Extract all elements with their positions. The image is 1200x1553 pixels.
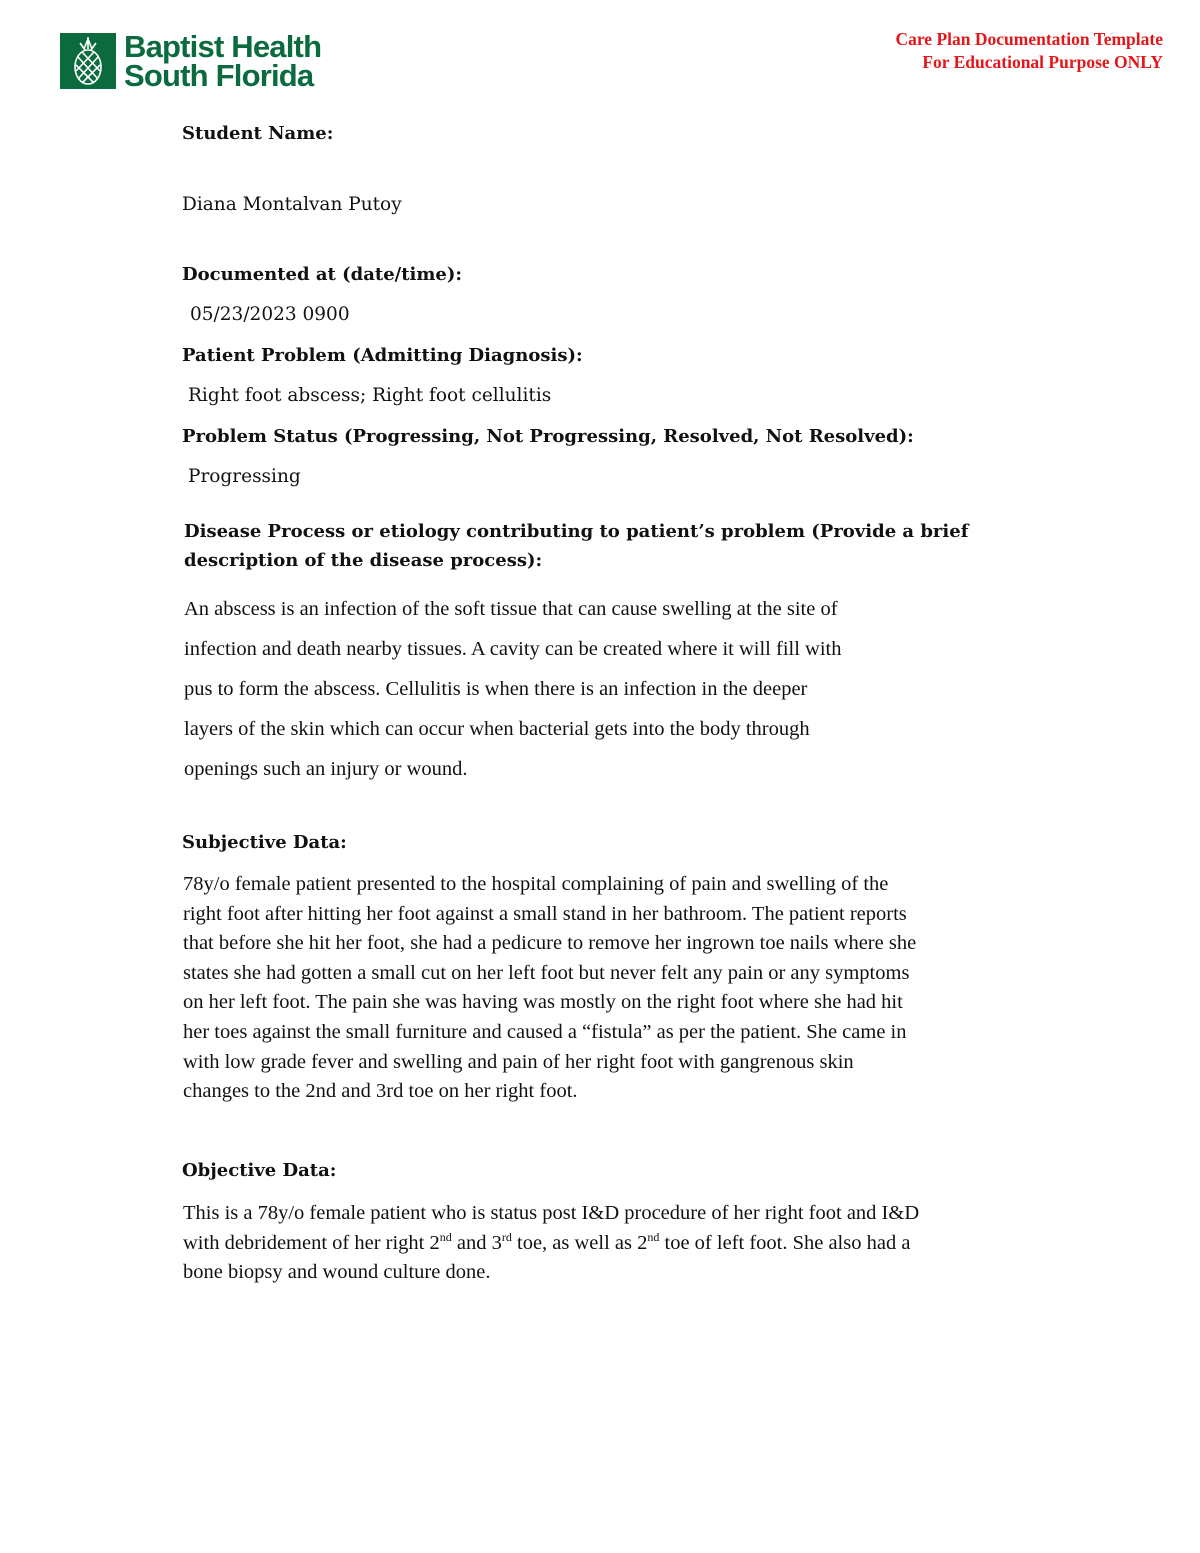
objective-text-run: toe, as well as 2 xyxy=(511,1231,648,1254)
notice-line-2: For Educational Purpose ONLY xyxy=(922,52,1163,72)
disease-process-label-line-2: description of the disease process): xyxy=(184,550,543,571)
disease-process-label xyxy=(184,512,968,581)
logo-line-2: South Florida xyxy=(124,58,314,93)
disease-process-label-line-1: Disease Process or etiology contributing to patient’s problem (Provide a brief xyxy=(184,521,969,542)
problem-status-label: Problem Status (Progressing, Not Progressing, Resolved, Not Resolved): xyxy=(182,426,914,447)
objective-text xyxy=(183,1199,919,1288)
superscript: nd xyxy=(439,1229,452,1244)
notice-line-1: Care Plan Documentation Template xyxy=(895,29,1163,49)
subjective-line: 78y/o female patient presented to the hospital complaining of pain and swelling of the xyxy=(183,873,889,895)
subjective-line: that before she hit her foot, she had a pedicure to remove her ingrown toe nails where she xyxy=(183,932,917,955)
patient-problem-value: Right foot abscess; Right foot cellulitis xyxy=(188,385,552,406)
objective-line-3: bone biopsy and wound culture done. xyxy=(183,1261,491,1284)
logo-line-1: Baptist Health xyxy=(124,29,322,64)
superscript: nd xyxy=(647,1229,660,1244)
student-name-value: Diana Montalvan Putoy xyxy=(182,194,402,215)
documented-label: Documented at (date/time): xyxy=(182,264,463,285)
subjective-line: her toes against the small furniture and caused a “fistula” as per the patient. She came in xyxy=(183,1020,907,1043)
objective-text-run: toe of left foot. She also had a xyxy=(659,1231,911,1254)
subjective-text xyxy=(183,870,916,1107)
problem-status-value: Progressing xyxy=(188,466,301,487)
template-notice xyxy=(895,28,1163,74)
documented-value: 05/23/2023 0900 xyxy=(190,304,350,325)
disease-process-line: openings such an injury or wound. xyxy=(184,758,468,780)
objective-line-2 xyxy=(183,1229,919,1259)
objective-label: Objective Data: xyxy=(182,1160,337,1181)
subjective-line: states she had gotten a small cut on her left foot but never felt any pain or any symptoms xyxy=(183,961,910,984)
subjective-line: right foot after hitting her foot against a small stand in her bathroom. The patient reports xyxy=(183,902,907,925)
disease-process-line: An abscess is an infection of the soft tissue that can cause swelling at the site of xyxy=(184,598,838,620)
logo xyxy=(60,29,322,93)
subjective-line: changes to the 2nd and 3rd toe on her right foot. xyxy=(183,1080,578,1103)
subjective-line: with low grade fever and swelling and pain of her right foot with gangrenous skin xyxy=(183,1050,854,1073)
pineapple-icon xyxy=(60,33,116,89)
logo-wordmark xyxy=(124,29,322,93)
objective-text-run: with debridement of her right 2 xyxy=(183,1231,440,1254)
subjective-line: on her left foot. The pain she was having was mostly on the right foot where she had hit xyxy=(183,991,903,1014)
student-name-label: Student Name: xyxy=(182,123,334,144)
disease-process-line: infection and death nearby tissues. A cavity can be created where it will fill with xyxy=(184,638,842,660)
disease-process-line: layers of the skin which can occur when bacterial gets into the body through xyxy=(184,718,810,740)
objective-text-run: and 3 xyxy=(451,1231,502,1254)
objective-line-1: This is a 78y/o female patient who is status post I&D procedure of her right foot and I&D xyxy=(183,1202,920,1224)
disease-process-line: pus to form the abscess. Cellulitis is when there is an infection in the deeper xyxy=(184,678,808,700)
subjective-label: Subjective Data: xyxy=(182,832,347,853)
disease-process-text xyxy=(184,589,842,789)
patient-problem-label: Patient Problem (Admitting Diagnosis): xyxy=(182,345,583,366)
superscript: rd xyxy=(501,1229,512,1244)
